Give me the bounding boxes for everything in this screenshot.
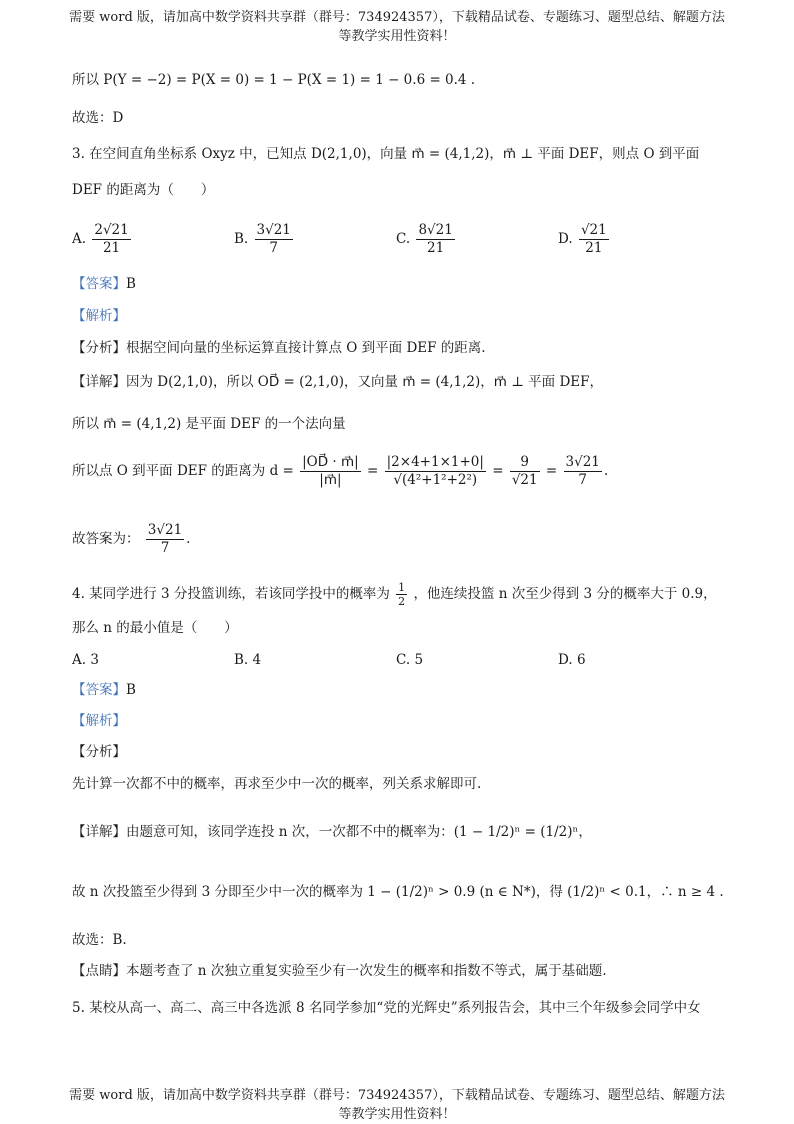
q4-option-d: D. 6	[558, 652, 586, 668]
q3-detail: 【详解】因为 D(2,1,0)，所以 OD⃗ = (2,1,0)，又向量 m⃗ = (4,1,2)，m⃗ ⊥ 平面 DEF，	[72, 374, 604, 390]
page-footer	[40, 1086, 754, 1124]
q4-option-b: B. 4	[234, 652, 262, 668]
q3-fenxi: 【分析】根据空间向量的坐标运算直接计算点 O 到平面 DEF 的距离.	[72, 340, 486, 356]
q4-stem-2: 那么 n 的最小值是（ ）	[72, 620, 238, 636]
page-header	[40, 8, 754, 46]
q3-stem-1: 3. 在空间直角坐标系 Oxyz 中，已知点 D(2,1,0)，向量 m⃗ = (4,1,2)，m⃗ ⊥ 平面 DEF，则点 O 到平面	[72, 146, 700, 162]
q3-final: 故答案为： $\frac{3√21}{7}$ .	[72, 522, 191, 556]
q4-fenxi: 先计算一次都不中的概率，再求至少中一次的概率，列关系求解即可.	[72, 776, 482, 792]
q3-option-a: A. $\frac{2√21}{21}$	[72, 222, 129, 256]
q5-stem-1: 5. 某校从高一、高二、高三中各选派 8 名同学参加“党的光辉史”系列报告会，其中三个年级参会同学中女	[72, 1000, 701, 1016]
q4-detail: 【详解】由题意可知，该同学连投 n 次，一次都不中的概率为：(1 − 1/2)ⁿ = (1/2)ⁿ，	[72, 824, 592, 840]
q4-option-a: A. 3	[72, 652, 99, 668]
q3-option-d: D. $\frac{√21}{21}$	[558, 222, 607, 256]
footer-line-2: 等教学实用性资料！	[338, 1107, 456, 1122]
header-line-1: 需要 word 版，请加高中数学资料共享群（群号：734924357），下载精品试卷、专题练习、题型总结、解题方法	[69, 10, 725, 25]
q4-choice: 故选：B.	[72, 932, 127, 948]
q4-fenxi-tag: 【分析】	[72, 744, 126, 760]
q4-analysis-tag: 【解析】	[72, 713, 126, 729]
footer-line-1: 需要 word 版，请加高中数学资料共享群（群号：734924357），下载精品试卷、专题练习、题型总结、解题方法	[69, 1088, 725, 1103]
q3-option-c: C. $\frac{8√21}{21}$	[396, 222, 453, 256]
q3-normal: 所以 m⃗ = (4,1,2) 是平面 DEF 的一个法向量	[72, 416, 346, 432]
q3-distance: 所以点 O 到平面 DEF 的距离为 d = $\frac{|OD⃗ \cdot m⃗|}{|m⃗|}$ = $\frac{|2\times 4+1\times 1+0|}{\text{√(4²+1²+2²)}}$ = $\frac{9}{√21}$ = $\frac{3√21}{7}$ .	[72, 454, 609, 488]
q4-answer: 【答案】B	[72, 682, 136, 698]
q4-result: 故 n 次投篮至少得到 3 分即至少中一次的概率为 1 − (1/2)ⁿ > 0.9 (n ∈ N*)，得 (1/2)ⁿ < 0.1，∴ n ≥ 4 .	[72, 884, 724, 900]
q3-option-b: B. $\frac{3√21}{7}$	[234, 222, 291, 256]
q4-stem-1: 4. 某同学进行 3 分投篮训练，若该同学投中的概率为 $\frac{1}{2}$ ，他连续投篮 n 次至少得到 3 分的概率大于 0.9，	[72, 581, 717, 608]
prev-choice: 故选：D	[72, 110, 124, 126]
q3-analysis-tag: 【解析】	[72, 308, 126, 324]
q4-option-c: C. 5	[396, 652, 424, 668]
header-line-2: 等教学实用性资料！	[338, 29, 456, 44]
q3-answer: 【答案】B	[72, 276, 136, 292]
prev-formula: 所以 P(Y = −2) = P(X = 0) = 1 − P(X = 1) = 1 − 0.6 = 0.4 .	[72, 72, 476, 88]
q3-stem-2: DEF 的距离为（ ）	[72, 182, 215, 198]
q4-dianjing: 【点睛】本题考查了 n 次独立重复实验至少有一次发生的概率和指数不等式，属于基础题.	[72, 963, 607, 979]
